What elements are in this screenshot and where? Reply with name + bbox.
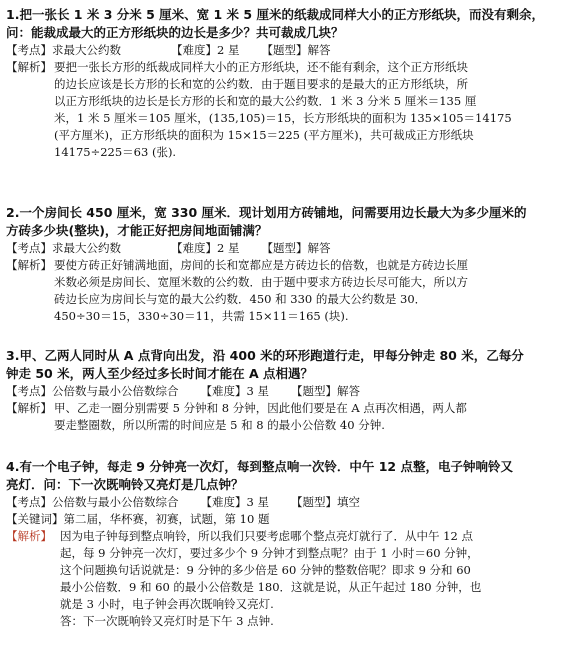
solution-line: 答：下一次既响铃又亮灯时是下午 3 点钟. (60, 614, 274, 628)
solution-line: 要使方砖正好铺满地面，房间的长和宽都应是方砖边长的倍数，也就是方砖边长厘 (54, 258, 468, 272)
problem-4 (6, 458, 575, 630)
solution-line: 这个问题换句话说就是：9 分钟的多少倍是 60 分钟的整数倍呢？即求 9 分和 60 (60, 563, 471, 577)
solution-line: 甲、乙走一圈分别需要 5 分钟和 8 分钟，因此他们要是在 A 点再次相遇，两人都 (54, 401, 467, 415)
kaodian-label: 【考点】 (6, 495, 52, 509)
question-line: 方砖多少块(整块)，才能正好把房间地面铺满？ (6, 223, 268, 238)
problem-3 (6, 347, 575, 434)
solution-line: 450÷30＝15，330÷30＝11，共需 15×11＝165 (块). (54, 309, 349, 323)
solution-line: 以正方形纸块的边长是长方形的长和宽的最大公约数．1 米 3 分米 5 厘米＝135 厘 (54, 94, 477, 108)
kaodian-value: 公倍数与最小公倍数综合 (52, 495, 179, 509)
nandu-label: 【难度】 (200, 384, 247, 398)
tixing-value: 填空 (336, 495, 360, 509)
kaodian-value: 求最大公约数 (52, 241, 121, 255)
solution-line: 要走整圈数，所以所需的时间应是 5 和 8 的最小公倍数 40 分钟. (54, 418, 385, 432)
solution-line: 14175÷225＝63 (张). (54, 145, 177, 159)
solution-block (6, 400, 575, 434)
tixing-label: 【题型】 (290, 495, 337, 509)
kaodian-value: 公倍数与最小公倍数综合 (52, 384, 179, 398)
nandu-label: 【难度】 (200, 495, 247, 509)
kaodian-label: 【考点】 (6, 43, 52, 57)
solution-block (6, 59, 575, 161)
solution-line: 砖边长应为房间长与宽的最大公约数．450 和 330 的最大公约数是 30． (54, 292, 427, 306)
jiexi-label: 【解析】 (6, 60, 52, 74)
problem-2 (6, 204, 575, 325)
tixing-label: 【题型】 (261, 241, 308, 255)
keywords-label: 【关键词】 (6, 512, 64, 526)
tixing-value: 解答 (307, 241, 331, 255)
nandu-value: 3 星 (246, 495, 269, 509)
solution-line: 起，每 9 分钟亮一次灯，要过多少个 9 分钟才到整点呢？由于 1 小时＝60 分钟， (60, 546, 479, 560)
solution-line: 米，1 米 5 厘米＝105 厘米，(135,105)＝15，长方形纸块的面积为 135×105＝14175 (54, 111, 512, 125)
solution-line: 最小公倍数．9 和 60 的最小公倍数是 180．这就是说，从正午起过 180 分钟，也 (60, 580, 482, 594)
jiexi-label: 【解析】 (6, 258, 52, 272)
tixing-label: 【题型】 (290, 384, 337, 398)
question-line: 1.把一张长 1 米 3 分米 5 厘米、宽 1 米 5 厘米的纸裁成同样大小的正方形纸块，而没有剩余， (6, 7, 544, 22)
meta-row (6, 42, 575, 59)
meta-row (6, 240, 575, 257)
question-line: 钟走 50 米，两人至少经过多长时间才能在 A 点相遇？ (6, 366, 313, 381)
kaodian-label: 【考点】 (6, 241, 52, 255)
jiexi-label: 【解析】 (6, 401, 52, 415)
nandu-label: 【难度】 (171, 43, 217, 57)
tixing-value: 解答 (307, 43, 331, 57)
tixing-value: 解答 (336, 384, 360, 398)
question-line: 3.甲、乙两人同时从 A 点背向出发，沿 400 米的环形跑道行走，甲每分钟走 80 米，乙每分 (6, 348, 524, 363)
solution-line: 因为电子钟每到整点响铃，所以我们只要考虑哪个整点亮灯就行了．从中午 12 点 (60, 529, 473, 543)
nandu-value: 3 星 (246, 384, 269, 398)
solution-block (6, 257, 575, 325)
question-line: 亮灯．问：下一次既响铃又亮灯是几点钟？ (6, 477, 244, 492)
problem-1 (6, 6, 575, 161)
meta-row (6, 494, 575, 511)
nandu-value: 2 星 (217, 43, 240, 57)
solution-line: 米数必须是房间长、宽厘米数的公约数．由于题中要求方砖边长尽可能大，所以方 (54, 275, 468, 289)
solution-line: 要把一张长方形的纸裁成同样大小的正方形纸块，还不能有剩余，这个正方形纸块 (54, 60, 468, 74)
question-line: 问：能裁成最大的正方形纸块的边长是多少？共可裁成几块？ (6, 25, 344, 40)
question-line: 2.一个房间长 450 厘米，宽 330 厘米．现计划用方砖铺地，问需要用边长最大为多少厘米的 (6, 205, 527, 220)
keywords-row (6, 511, 575, 528)
tixing-label: 【题型】 (261, 43, 308, 57)
nandu-value: 2 星 (217, 241, 240, 255)
solution-block (6, 528, 575, 630)
solution-line: (平方厘米)，正方形纸块的面积为 15×15＝225 (平方厘米)，共可裁成正方形纸块 (54, 128, 474, 142)
nandu-label: 【难度】 (171, 241, 217, 255)
kaodian-value: 求最大公约数 (52, 43, 121, 57)
meta-row (6, 383, 575, 400)
solution-line: 就是 3 小时，电子钟会再次既响铃又亮灯. (60, 597, 274, 611)
question-line: 4.有一个电子钟，每走 9 分钟亮一次灯，每到整点响一次铃．中午 12 点整，电子钟响铃又 (6, 459, 513, 474)
keywords-value: 第二届，华杯赛，初赛，试题，第 10 题 (63, 512, 270, 526)
kaodian-label: 【考点】 (6, 384, 52, 398)
jiexi-label: 【解析】 (6, 529, 52, 543)
solution-line: 的边长应该是长方形的长和宽的公约数．由于题目要求的是最大的正方形纸块，所 (54, 77, 468, 91)
